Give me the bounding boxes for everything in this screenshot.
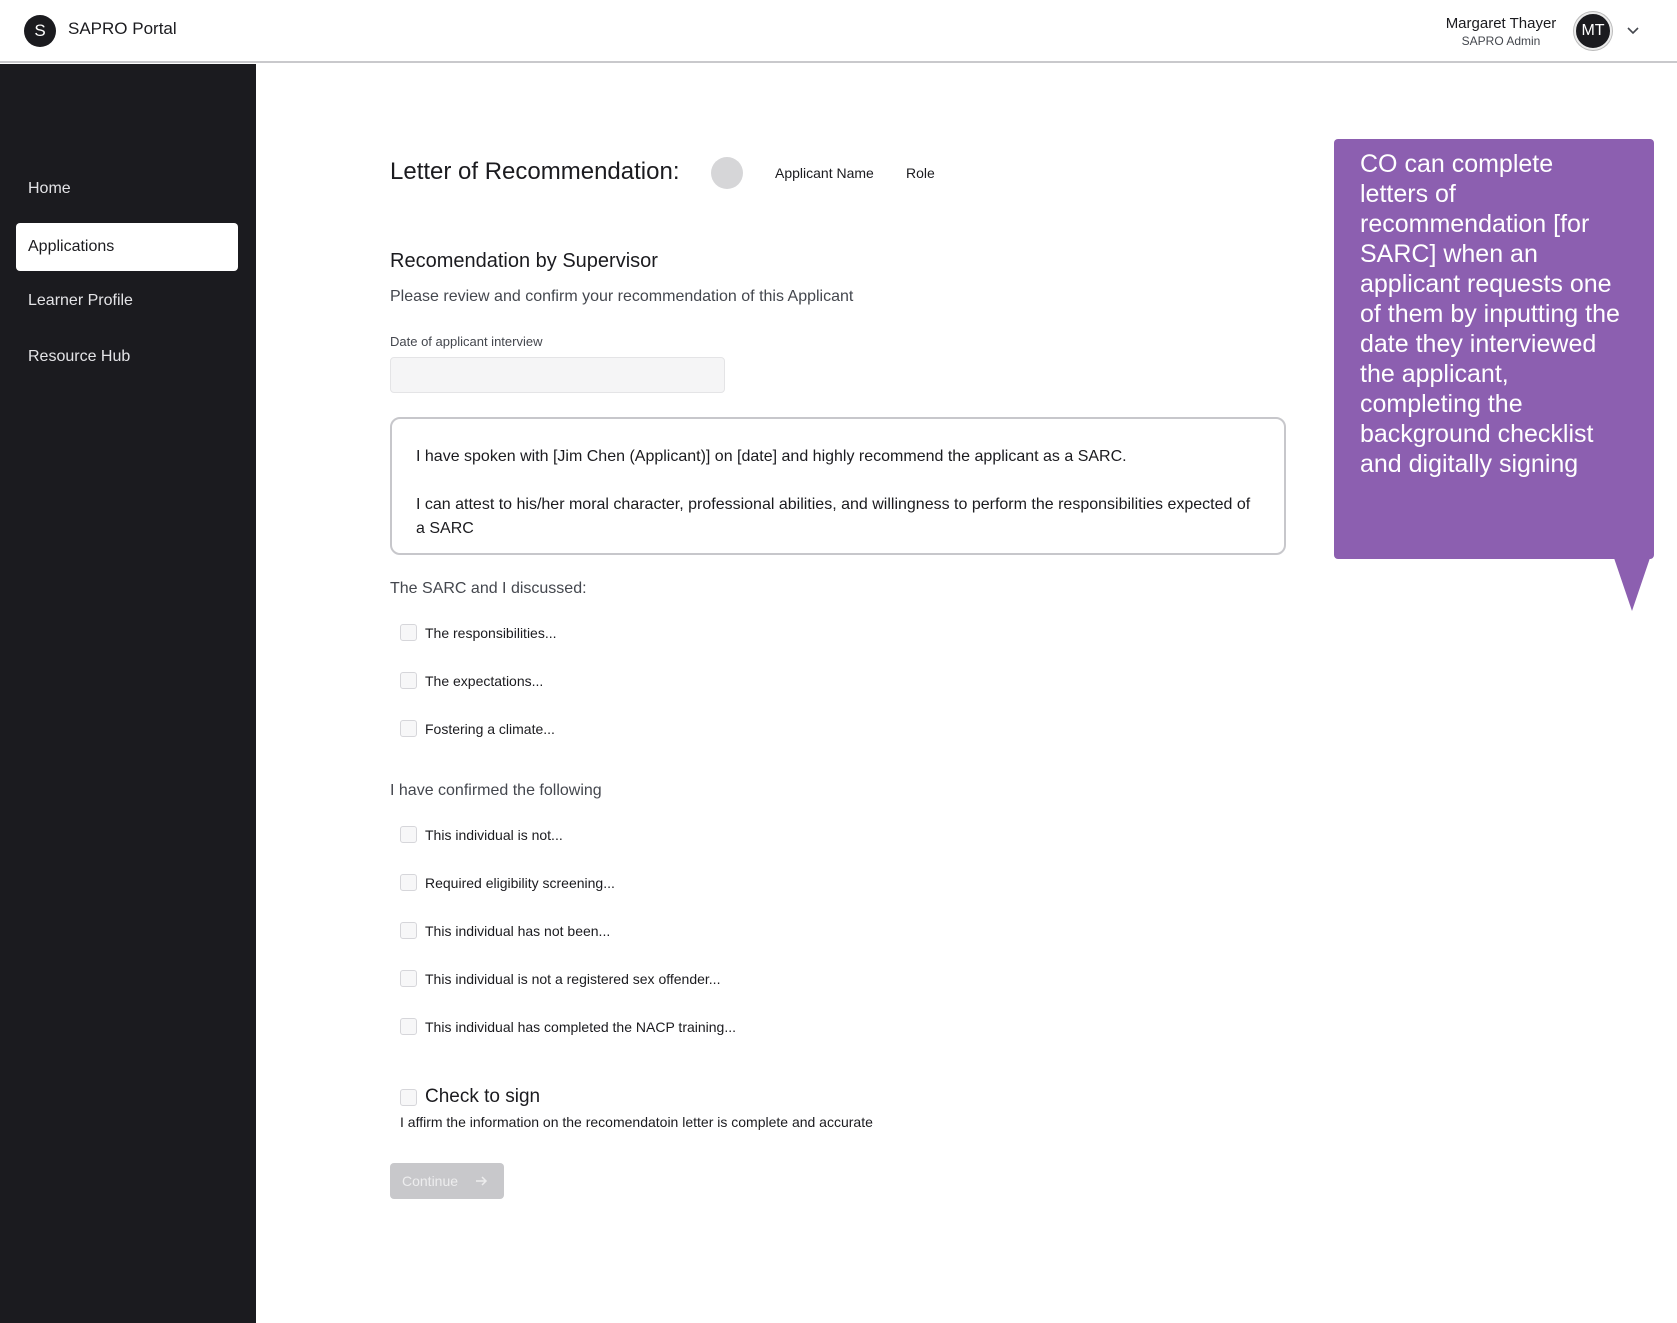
sidebar-item-applications[interactable]: Applications bbox=[16, 223, 238, 271]
chevron-down-icon[interactable] bbox=[1625, 22, 1641, 38]
letter-paragraph: I have spoken with [Jim Chen (Applicant)] on [date] and highly recommend the applicant as a SARC. bbox=[416, 448, 1127, 465]
checkbox[interactable] bbox=[400, 624, 417, 641]
sign-label: Check to sign bbox=[425, 1086, 541, 1107]
app-title[interactable]: SAPRO Portal bbox=[68, 19, 177, 38]
applicant-role: Role bbox=[906, 165, 935, 181]
letter-paragraph: I can attest to his/her moral character, professional abilities, and willingness to perform the responsibilities expected of a SARC bbox=[416, 496, 1251, 537]
checklist-item[interactable] bbox=[400, 672, 543, 689]
page-title: Letter of Recommendation: bbox=[390, 158, 680, 185]
checkbox[interactable] bbox=[400, 922, 417, 939]
applicant-name: Applicant Name bbox=[775, 165, 874, 181]
section-subtitle: Please review and confirm your recommendation of this Applicant bbox=[390, 288, 854, 305]
checklist-item[interactable] bbox=[400, 624, 557, 641]
confirmed-group-label: I have confirmed the following bbox=[390, 782, 602, 799]
app-logo[interactable]: S bbox=[24, 15, 56, 47]
user-role: SAPRO Admin bbox=[1461, 34, 1541, 48]
sign-checkbox-row[interactable] bbox=[400, 1086, 540, 1108]
user-name: Margaret Thayer bbox=[1445, 15, 1557, 32]
sidebar-item-resource-hub[interactable]: Resource Hub bbox=[28, 348, 131, 365]
checklist-item[interactable] bbox=[400, 874, 615, 891]
top-bar bbox=[0, 0, 1677, 63]
arrow-right-icon bbox=[474, 1174, 488, 1188]
checkbox-label: The responsibilities... bbox=[425, 624, 557, 641]
date-field-label: Date of applicant interview bbox=[390, 334, 543, 349]
checklist-item[interactable] bbox=[400, 826, 563, 843]
checkbox[interactable] bbox=[400, 874, 417, 891]
sidebar-item-home[interactable]: Home bbox=[28, 180, 71, 197]
discussed-group-label: The SARC and I discussed: bbox=[390, 580, 587, 597]
sidebar-item-learner-profile[interactable]: Learner Profile bbox=[28, 292, 133, 309]
sidebar bbox=[0, 64, 256, 1323]
section-title: Recomendation by Supervisor bbox=[390, 250, 658, 272]
checklist-item[interactable] bbox=[400, 970, 720, 987]
continue-button[interactable] bbox=[390, 1163, 504, 1199]
checkbox-label: This individual has completed the NACP training... bbox=[425, 1018, 737, 1035]
sign-checkbox[interactable] bbox=[400, 1089, 417, 1106]
checkbox-label: This individual is not... bbox=[425, 826, 563, 843]
checkbox[interactable] bbox=[400, 970, 417, 987]
recommendation-letter bbox=[390, 417, 1286, 555]
checkbox[interactable] bbox=[400, 672, 417, 689]
checkbox-label: The expectations... bbox=[425, 672, 544, 689]
continue-label: Continue bbox=[402, 1173, 459, 1189]
checkbox-label: This individual is not a registered sex offender... bbox=[425, 970, 721, 987]
avatar[interactable]: MT bbox=[1574, 12, 1612, 50]
checkbox-label: Required eligibility screening... bbox=[425, 874, 615, 891]
annotation-bubble-tail bbox=[1614, 558, 1650, 611]
checkbox[interactable] bbox=[400, 720, 417, 737]
applicant-avatar bbox=[711, 157, 743, 189]
checkbox-label: Fostering a climate... bbox=[425, 720, 555, 737]
checklist-item[interactable] bbox=[400, 922, 610, 939]
checklist-item[interactable] bbox=[400, 1018, 736, 1035]
affirm-text: I affirm the information on the recomendatoin letter is complete and accurate bbox=[400, 1114, 873, 1130]
checkbox[interactable] bbox=[400, 1018, 417, 1035]
checkbox[interactable] bbox=[400, 826, 417, 843]
checkbox-label: This individual has not been... bbox=[425, 922, 611, 939]
annotation-bubble: CO can complete letters of recommendation [for SARC] when an applicant requests one of them by inputting the date they interviewed the applicant, completing the background checklist and digitally signing bbox=[1334, 139, 1654, 559]
interview-date-field[interactable] bbox=[390, 357, 725, 393]
checklist-item[interactable] bbox=[400, 720, 555, 737]
